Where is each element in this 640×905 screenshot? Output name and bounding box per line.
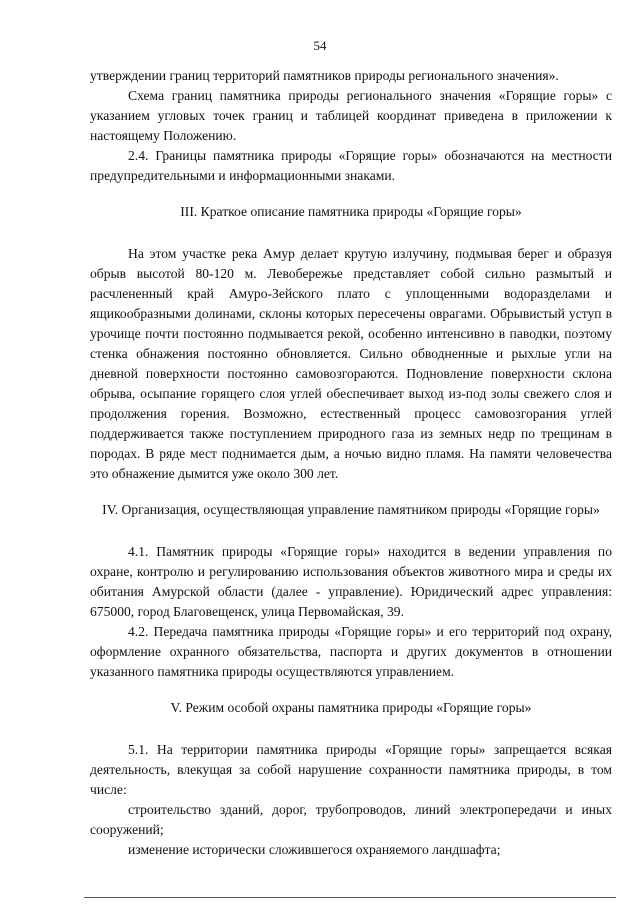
paragraph-boundaries-continuation: утверждении границ территорий памятников природы регионального значения».	[90, 68, 559, 83]
section-heading-v: V. Режим особой охраны памятника природы «Горящие горы»	[170, 700, 532, 715]
paragraph-description: На этом участке река Амур делает крутую излучину, подмывая берег и образуя обрыв высотой 80-120 м. Левобережье представляет собой сильно размытый и расчлененный край Амуро-Зейского плато с уплощенными водоразделами и ящикообразными долинами, склоны которых пересечены оврагами. Обрывистый уступ в урочище почти постоянно подмывается рекой, особенно интенсивно в паводки, поэтому стенка обнажения постоянно обновляется. Сильно обводненные и рыхлые угли на дневной поверхности постоянно самовозгораются. Подновление поверхности склона обрыва, осыпание горящего слоя углей обеспечивает выход из-под золы свежего слоя и продолжения горения. Возможно, естественный процесс самовозгорания углей поддерживается также поступлением природного газа из земных недр по трещинам в породах. В ряде мест поднимается дым, а ночью видно пламя. На памяти человечества это обнажение дымится уже около 300 лет.	[90, 246, 612, 481]
paragraph-5-1: 5.1. На территории памятника природы «Горящие горы» запрещается всякая деятельность, влекущая за собой нарушение сохранности памятника природы, в том числе:	[90, 742, 612, 797]
list-item-construction: строительство зданий, дорог, трубопроводов, линий электропередачи и иных сооружений;	[90, 802, 612, 837]
list-item-landscape: изменение исторически сложившегося охраняемого ландшафта;	[128, 842, 501, 857]
paragraph-4-1: 4.1. Памятник природы «Горящие горы» находится в ведении управления по охране, контролю и регулированию использования объектов животного мира и среды их обитания Амурской области (далее - управление). Юридический адрес управления: 675000, город Благовещенск, улица Первомайская, 39.	[90, 544, 612, 619]
page-bottom-rule	[84, 897, 616, 898]
page-number: 54	[313, 38, 327, 53]
paragraph-2-4: 2.4. Границы памятника природы «Горящие горы» обозначаются на местности предупредительными и информационными знаками.	[90, 148, 612, 183]
paragraph-boundary-scheme: Схема границ памятника природы регионального значения «Горящие горы» с указанием угловых точек границ и таблицей координат приведена в приложении к настоящему Положению.	[90, 88, 612, 143]
paragraph-4-2: 4.2. Передача памятника природы «Горящие горы» и его территорий под охрану, оформление охранного обязательства, паспорта и других документов в отношении указанного памятника природы осуществляются управлением.	[90, 624, 612, 679]
section-heading-iii: III. Краткое описание памятника природы «Горящие горы»	[180, 204, 522, 219]
section-heading-iv: IV. Организация, осуществляющая управление памятником природы «Горящие горы»	[102, 502, 600, 517]
document-body	[90, 66, 612, 860]
